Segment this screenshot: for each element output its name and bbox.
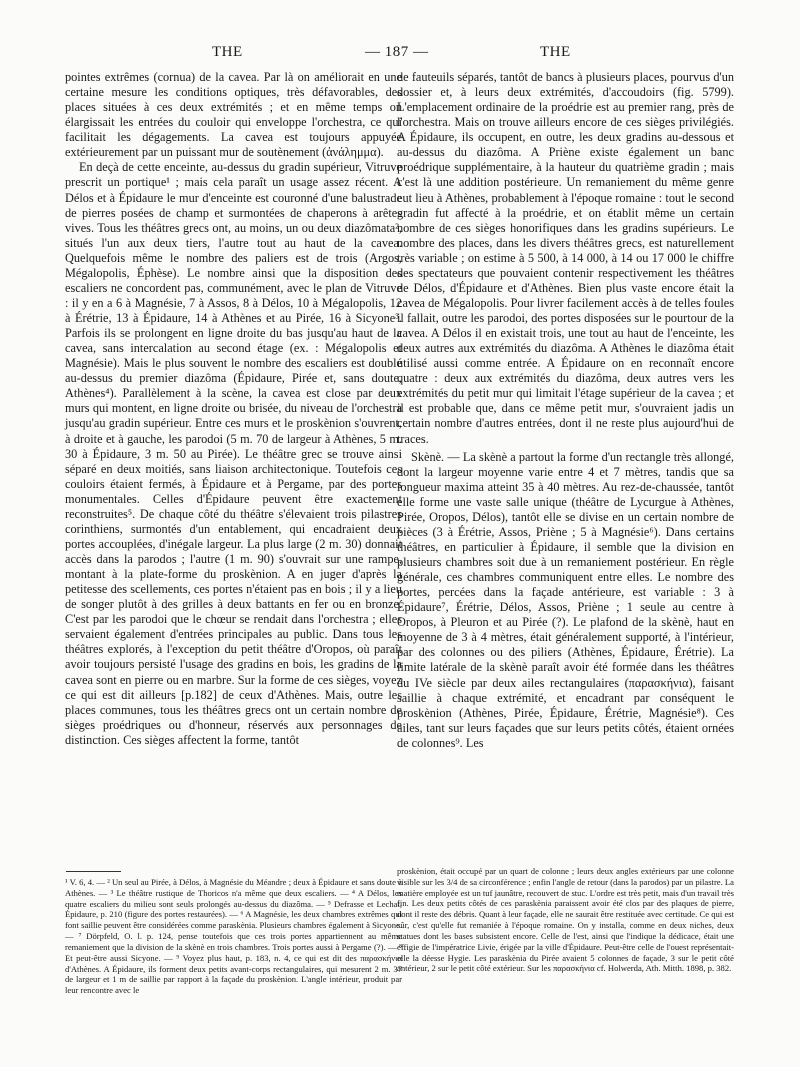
- page-number: — 187 —: [365, 44, 429, 60]
- footnote-text: proskènion, était occupé par un quart de colonne ; leurs deux angles extérieurs par une colonne visible sur les 3/4 de sa circonférence ; enfin l'angle de retour (dans la parodos) par un pilastre. La matière employée est un tuf jaunâtre, recouvert de stuc. L'ordre est très petit, mais d'un travail très fin. Les deux petits côtés de ces paraskènia paraissent avoir été clos par des plaques de pierre, dont il reste des débris. Quant à leur façade, elle ne saurait être restituée avec certitude. Ce qui est sûr, c'est qu'elle fut remaniée à l'époque romaine. On y installa, comme en deux niches, deux statues dont les bases subsistent encore. Celle de l'est, ainsi que l'indique la dédicace, était une effigie de l'impératrice Livie, érigée par la ville d'Épidaure. Peut-être celle de l'ouest représentait-elle la déesse Hygie. Les paraskènia du Pirée avaient 5 colonnes de façade, 3 sur le petit côté antérieur, 2 sur le petit côté extérieur. Sur les παρασκήνια cf. Holwerda, Ath. Mitth. 1898, p. 382.: [397, 866, 734, 974]
- section-skene: Skènè. — La skènè a partout la forme d'un rectangle très allongé, dont la largeur moyenne varie entre 4 et 7 mètres, tandis que sa longueur maxima atteint 35 à 40 mètres. Au rez-de-chaussée, tantôt elle forme une vaste salle unique (théâtre de Lycurgue à Athènes, Pirée, Oropos, Délos), tantôt elle se divise en un certain nombre de pièces (3 à Érétrie, Assos, Priène ; 5 à Magnésie⁶). Dans certains théâtres, en particulier à Épidaure, il semble que la division en plusieurs chambres soit due à un remaniement postérieur. En règle générale, ces chambres communiquent entre elles. Le nombre des portes, percées dans la façade antérieure, est variable : 3 à Épidaure⁷, Érétrie, Délos, Assos, Priène ; 1 seule au centre à Oropos, à Pleuron et au Pirée (?). Le plafond de la skènè, haut en moyenne de 3 à 4 mètres, était généralement supporté, à l'intérieur, par des colonnes ou des piliers (Athènes, Épidaure, Érétrie). La limite latérale de la skènè paraît avoir été formée dans les théâtres du IVe siècle par deux ailes rectangulaires (παρασκήνια), faisant saillie à chaque extrémité, et encadrant par conséquent le proskènion (Athènes, Pirée, Épidaure, Érétrie, Magnésie⁸). Ces ailes, tant sur leurs façades que sur leurs petits côtés, étaient ornées de colonnes⁹. Les: [397, 449, 734, 750]
- footnote-rule: [66, 871, 121, 872]
- running-head-right: THE: [540, 44, 571, 60]
- paragraph: pointes extrêmes (cornua) de la cavea. Par là on améliorait en une certaine mesure les conditions optiques, très défavorables, des places situées à ces deux extrémités ; et en même temps on élargissait les entrées du couloir qui enveloppe l'orchestra, ce qui facilitait les dégagements. La cavea est toujours appuyée extérieurement par un puissant mur de soutènement (ἀνάλημμα).: [65, 70, 402, 160]
- footnotes-left: [65, 877, 402, 996]
- right-column: [397, 70, 734, 751]
- running-head-left: THE: [212, 44, 243, 60]
- footnotes-right: [397, 866, 734, 974]
- left-column: [65, 70, 402, 748]
- paragraph: de fauteuils séparés, tantôt de bancs à plusieurs places, pourvus d'un dossier et, à leurs deux extrémités, d'accoudoirs (fig. 5799). L'emplacement ordinaire de la proédrie est au premier rang, près de l'orchestra. Mais on trouve ailleurs encore de ces sièges privilégiés. A Épidaure, ils occupent, en outre, les deux gradins au-dessous et au-dessus du diazôma. A Priène existe également un banc proédrique supplémentaire, à la hauteur du quatrième gradin ; mais c'est là une addition postérieure. Un remaniement du même genre eut lieu à Athènes, probablement à l'époque romaine : tout le second gradin fut affecté à la proédrie, et on établit même un certain nombre de ces sièges honorifiques dans les gradins supérieurs. Le nombre des places, dans les divers théâtres grecs, est naturellement très variable ; on estime à 5 500, à 14 000, à 14 ou 17 000 le chiffre des spectateurs que pouvaient contenir respectivement les théâtres de Délos, d'Épidaure et d'Athènes. Bien plus vaste encore était la cavea de Mégalopolis. Pour livrer facilement accès à de telles foules il fallait, outre les parodoi, des portes disposées sur le pourtour de la cavea. A Délos il en existait trois, une tout au haut de l'enceinte, les deux autres aux extrémités du diazôma. A Athènes le diazôma était utilisé aussi comme entrée. A Épidaure on en reconnaît encore quatre : deux aux extrémités du diazôma, deux autres vers les extrémités du petit mur qui limitait l'étage supérieur de la cavea ; et il est probable que, dans ce même petit mur, s'ouvraient jadis un certain nombre d'autres entrées, dont il ne reste plus aujourd'hui de traces.: [397, 70, 734, 446]
- paragraph: En deçà de cette enceinte, au-dessus du gradin supérieur, Vitruve prescrit un portique¹ ; mais cela paraît un usage assez récent. A Délos et à Épidaure le mur d'enceinte est couronné d'une balustrade de pierres posées de champ et surmontées de chaperons à arêtes vives. Tous les théâtres grecs ont, au moins, un ou deux diazômata², situés l'un aux deux tiers, l'autre tout au haut de la cavea. Quelquefois même le nombre des paliers est de trois (Argos, Mégalopolis, Éphèse). Le nombre ainsi que la disposition des escaliers ne concordent pas, communément, avec le plan de Vitruve : il y en a 6 à Magnésie, 7 à Assos, 8 à Délos, 10 à Mégalopolis, 12 à Érétrie, 13 à Épidaure, 14 à Athènes et au Pirée, 16 à Sicyone³. Parfois ils se prolongent en ligne droite du bas jusqu'au haut de la cavea, sans intercalation au second étage (ex. : Mégalopolis et Magnésie). Mais le plus souvent le nombre des escaliers est doublé au-dessus du premier diazôma (Épidaure, Pirée et, sans doute, Athènes⁴). Parallèlement à la scène, la cavea est close par deux murs qui montent, en ligne droite ou brisée, du niveau de l'orchestra jusqu'au gradin supérieur. Entre ces murs et le proskènion s'ouvrent, à droite et à gauche, les parodoi (5 m. 70 de largeur à Athènes, 5 m. 30 à Épidaure, 3 m. 50 au Pirée). Le théâtre grec se trouve ainsi séparé en deux moitiés, sans liaison architectonique. Toutefois ces couloirs étaient fermés, à Épidaure et à Pergame, par des portes monumentales. Celles d'Épidaure peuvent être exactement reconstruites⁵. De chaque côté du théâtre s'élevaient trois pilastres corinthiens, surmontés d'un entablement, qui encadraient deux portes accouplées, d'inégale largeur. La plus large (2 m. 30) donnait accès dans la parodos ; l'autre (1 m. 90) s'ouvrait sur une rampe, montant à la plate-forme du proskènion. A en juger d'après la petitesse des scellements, ces portes n'étaient pas en bois ; il y a lieu de songer plutôt à des grilles à deux battants en fer ou en bronze. C'est par les parodoi que le chœur se rendait dans l'orchestra ; elles servaient également d'entrées principales au public. Dans tous les théâtres explorés, à l'exception du petit théâtre d'Oropos, où paraît avoir toujours persisté l'usage des gradins en bois, les gradins de la cavea sont en pierre ou en marbre. Sur la forme de ces sièges, voyez ce qui est dit ailleurs [p.182] de ceux d'Athènes. Mais, outre les places communes, tous les théâtres grecs ont un certain nombre de sièges proédriques ou d'honneur, réservés aux personnages de distinction. Ces sièges affectent la forme, tantôt: [65, 160, 402, 747]
- footnote-text: ¹ V. 6, 4. — ² Un seul au Pirée, à Délos, à Magnésie du Méandre ; deux à Épidaure et sans doute à Athènes. — ³ Le théâtre rustique de Thoricos n'a même que deux escaliers. — ⁴ A Délos, les quatre escaliers du milieu sont seuls prolongés au-dessus du diazôma. — ⁵ Defrasse et Lechat, Épidaure, p. 210 (figure des portes restaurées). — ⁶ A Magnésie, les deux chambres extrêmes qui font saillie peuvent être considérées comme paraskènia. Plusieurs chambres également à Sicyone. — ⁷ Dörpfeld, O. l. p. 124, pense toutefois que ces trois portes appartiennent au même remaniement que la division de la skènè en trois chambres. Trois portes aussi à Pergame (?). — ⁸ Et peut-être aussi Sicyone. — ⁹ Voyez plus haut, p. 183, n. 4, ce qui est dit des παρασκήνια d'Athènes. A Épidaure, ils forment deux petits avant-corps rectangulaires, qui mesurent 2 m. 37 de largeur et 1 m de saillie par rapport à la façade du proskènion. L'angle intérieur, produit par leur rencontre avec le: [65, 877, 402, 996]
